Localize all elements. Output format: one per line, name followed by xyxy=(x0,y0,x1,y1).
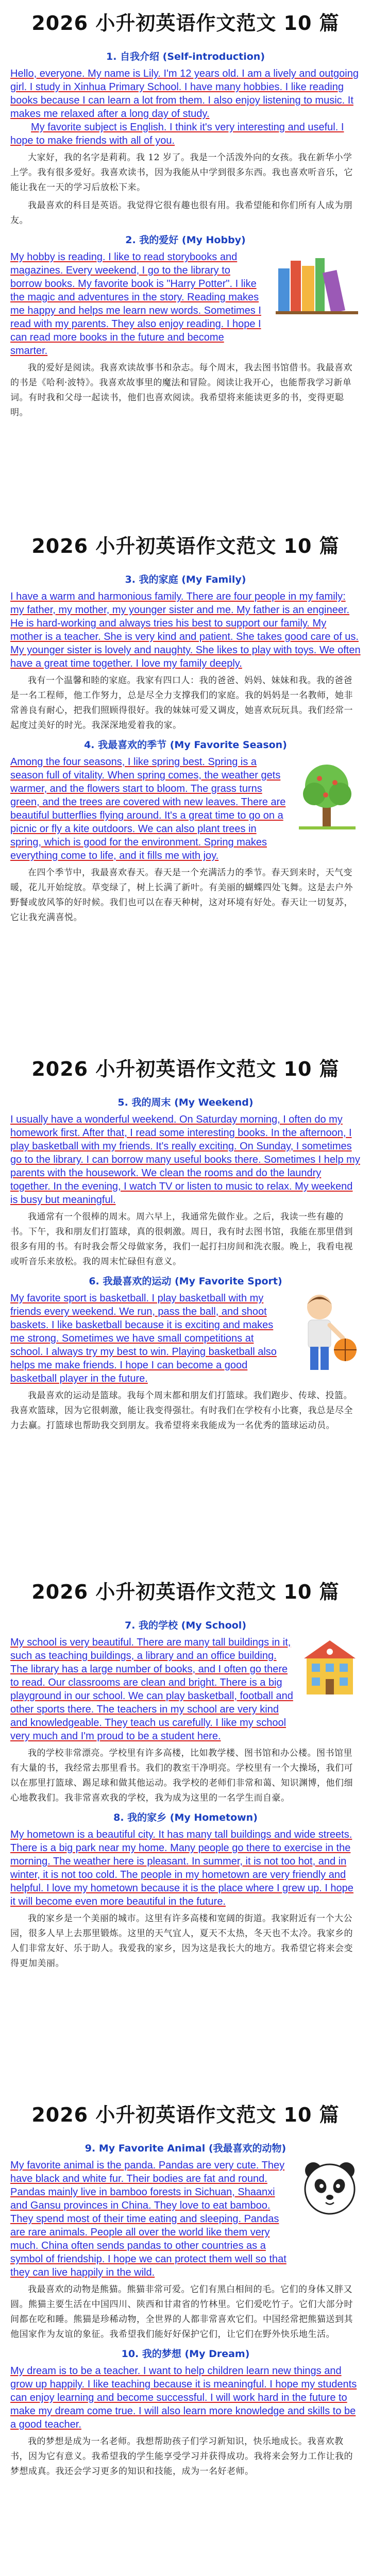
books-icon xyxy=(273,248,361,315)
essay-5 xyxy=(10,1095,361,1269)
essay-6 xyxy=(10,1274,361,1433)
essay-english-text: Among the four seasons, I like spring best. Spring is a season full of vitality. When spring comes, the weather gets warmer, and the flowers start to bloom. The grass turns green, and the trees are covered with new leaves. There are beautiful butterflies flying around. It's a great time to go on a picnic or fly a kite outdoors. We can also plant trees in spring, which is good for the environment. Spring makes everything come to life, and it fills me with joy. xyxy=(10,756,286,861)
page-section-4 xyxy=(10,1569,361,2089)
essay-chinese-text: 我的梦想是成为一名老师。我想帮助孩子们学习新知识，快乐地成长。我喜欢教书，因为它有意义。我希望我的学生能享受学习并获得成功。我将来会努力工作让我的梦想成真。我还会学习更多的知识和技能，成为一名好老师。 xyxy=(10,2436,353,2477)
essay-chinese-text: 我有一个温馨和睦的家庭。我家有四口人：我的爸爸、妈妈、妹妹和我。我的爸爸是一名工程师，他工作努力，总是尽全力支撑我们的家庭。我的妈妈是一名教师，她非常善良有耐心，把我们照顾得很好。我的妹妹可爱又调皮，她喜欢玩玩具。我们经常一起度过美好的时光。我深深地爱着我的家。 xyxy=(10,675,353,731)
essay-title: 4. 我最喜欢的季节 (My Favorite Season) xyxy=(84,739,287,751)
essay-7 xyxy=(10,1618,361,1806)
essay-title: 5. 我的周末 (My Weekend) xyxy=(117,1097,254,1108)
essay-chinese-text: 在四个季节中，我最喜欢春天。春天是一个充满活力的季节。春天到来时，天气变暖，花儿开始绽放。草变绿了，树上长满了新叶。有美丽的蝴蝶四处飞舞。这是去户外野餐或放风筝的好时候。我们也可以在春天种树，这对环境有好处。春天让一切复苏，它让我充满喜悦。 xyxy=(10,868,353,923)
basketball-boy-icon xyxy=(283,1289,361,1377)
essay-chinese-text: 我通常有一个很棒的周末。周六早上，我通常先做作业。之后，我读一些有趣的书。下午，我和朋友们打篮球，真的很刺激。周日，我有时去图书馆，我能在那里借到很多有用的书。有时我会帮父母做家务，我们一起打扫房间和洗衣服。晚上，我看电视或听音乐来放松。我的周末忙碌但有意义。 xyxy=(10,1212,353,1267)
essay-english-text: My favorite sport is basketball. I play basketball with my friends every weekend. We run, pass the ball, and shoot baskets. I like basketball because it is exciting and makes me strong. Sometimes we have small competitions at school. I always try my best to win. Playing basketball also helps me make friends. I hope I can become a good basketball player in the future. xyxy=(10,1293,277,1384)
document-title: 2026 小升初英语作文范文 10 篇 xyxy=(31,1581,340,1603)
essay-title: 10. 我的梦想 (My Dream) xyxy=(121,2348,250,2360)
essay-chinese-text: 我最喜欢的科目是英语。我觉得它很有趣也很有用。我希望能和你们所有人成为朋友。 xyxy=(10,200,352,226)
document-title: 2026 小升初英语作文范文 10 篇 xyxy=(31,2104,340,2126)
essay-title: 2. 我的爱好 (My Hobby) xyxy=(125,234,246,246)
essay-title: 3. 我的家庭 (My Family) xyxy=(125,574,246,585)
essay-3 xyxy=(10,572,361,733)
essay-chinese-text: 大家好，我的名字是莉莉。我 12 岁了。我是一个活泼外向的女孩。我在新华小学上学。我有很多爱好。我喜欢读书，因为我能从中学到很多东西。我也喜欢听音乐，它能让我在一天的学习后放松下来。 xyxy=(10,152,353,193)
essay-chinese-text: 我最喜欢的运动是篮球。我每个周末都和朋友们打篮球。我们跑步、传球、投篮。我喜欢篮球，因为它很刺激，能让我变得强壮。有时我们在学校有小比赛，我总是尽全力去赢。打篮球也帮助我交到朋友。我希望将来我能成为一名优秀的篮球运动员。 xyxy=(10,1391,353,1431)
essay-4 xyxy=(10,737,361,925)
essay-1 xyxy=(10,49,361,228)
school-building-icon xyxy=(299,1635,361,1697)
essay-english-text: My favorite subject is English. I think it's very interesting and useful. I hope to make friends with all of you. xyxy=(10,122,344,146)
essay-english-text: Hello, everyone. My name is Lily. I'm 12 years old. I am a lively and outgoing girl. I study in Xinhua Primary School. I have many hobbies. I like reading books because I can learn a lot from them. I also enjoy listening to music. It makes me relaxed after a long day of study. xyxy=(10,68,359,120)
essay-title: 8. 我的家乡 (My Hometown) xyxy=(113,1812,258,1823)
essay-title: 1. 自我介绍 (Self-introduction) xyxy=(106,51,265,62)
essay-title: 9. My Favorite Animal (我最喜欢的动物) xyxy=(85,2143,286,2154)
essay-english-text: I usually have a wonderful weekend. On Saturday morning, I often do my homework first. After that, I read some interesting books. In the afternoon, I play basketball with my friends. It's really exciting. On Sunday, I sometimes go to the library. I can borrow many useful books there. Sometimes I help my parents with the housework. We clean the rooms and do the laundry together. In the evening, I watch TV or listen to music to relax. My weekend is busy but meaningful. xyxy=(10,1114,360,1206)
document-title: 2026 小升初英语作文范文 10 篇 xyxy=(31,535,340,557)
essay-chinese-text: 我最喜欢的动物是熊猫。熊猫非常可爱。它们有黑白相间的毛。它们的身体又胖又圆。熊猫主要生活在中国四川、陕西和甘肃省的竹林里。它们爱吃竹子。它们大部分时间都在吃和睡。熊猫是珍稀动物，全世界的人都非常喜欢它们。中国经常把熊猫送到其他国家作为友谊的象征。我希望我们能好好保护它们，让它们在野外快乐地生活。 xyxy=(10,2284,353,2340)
tree-icon xyxy=(294,758,361,830)
essay-chinese-text: 我的爱好是阅读。我喜欢读故事书和杂志。每个周末，我去图书馆借书。我最喜欢的书是《哈利·波特》。我喜欢故事里的魔法和冒险。阅读让我开心，也能帮我学习新单词。有时我和父母一起读书，他们也喜欢阅读。我希望将来能读更多的书，变得更聪明。 xyxy=(10,363,352,418)
essay-english-text: My school is very beautiful. There are many tall buildings in it, such as teaching buildings, a library and an office building. The library has a large number of books, and I often go there to read. Our classrooms are clean and bright. There is a big playground in our school. We can play basketball, football and other sports there. The teachers in my school are very kind and knowledgeable. They teach us carefully. I like my school very much and I'm proud to be a student here. xyxy=(10,1637,293,1742)
page-section-5 xyxy=(10,2092,361,2576)
essay-2 xyxy=(10,232,361,420)
essay-8 xyxy=(10,1810,361,1971)
essay-english-text: My hometown is a beautiful city. It has many tall buildings and wide streets. There is a big park near my home. Many people go there to exercise in the morning. The weather here is pleasant. In summer, it is not too hot, and in winter, it is not too cold. The people in my hometown are very friendly and helpful. I love my hometown because it is the place where I grew up. I hope it will become even more beautiful in the future. xyxy=(10,1829,353,1907)
essay-10 xyxy=(10,2346,361,2479)
essay-english-text: My hobby is reading. I like to read storybooks and magazines. Every weekend, I go to the library to borrow books. My favorite book is "Harry Potter". I like the magic and adventures in the story. Reading makes me happy and helps me learn new words. Sometimes I read with my parents. They also enjoy reading. I hope I can read more books in the future and become smarter. xyxy=(10,251,261,357)
essay-english-text: My favorite animal is the panda. Pandas are very cute. They have black and white fur. Their bodies are fat and round. Pandas mainly live in bamboo forests in Sichuan, Shaanxi and Gansu provinces in China. They love to eat bamboo. They spend most of their time eating and sleeping. Pandas are rare animals. People all over the world like them very much. China often sends pandas to other countries as a symbol of friendship. I hope we can protect them well so that they can live happily in the wild. xyxy=(10,2160,286,2278)
essay-english-text: I have a warm and harmonious family. There are four people in my family: my father, my mother, my younger sister and me. My father is an engineer. He is hard-working and always tries his best to support our family. My mother is a teacher. She is very kind and patient. She takes good care of us. My younger sister is lovely and naughty. She likes to play with toys. We often have a great time together. I love my family deeply. xyxy=(10,591,361,669)
essay-chinese-text: 我的家乡是一个美丽的城市。这里有许多高楼和宽阔的街道。我家附近有一个大公园，很多人早上去那里锻炼。这里的天气宜人，夏天不太热，冬天也不太冷。我家乡的人们非常友好、乐于助人。我爱我的家乡，因为这是我长大的地方。我希望它将来会变得更加美丽。 xyxy=(10,1913,353,1969)
page-section-1 xyxy=(10,0,361,520)
page-section-3 xyxy=(10,1046,361,1566)
essay-chinese-text: 我的学校非常漂亮。学校里有许多高楼，比如教学楼、图书馆和办公楼。图书馆里有大量的书，我经常去那里看书。我们的教室干净明亮。学校里有一个大操场，我们可以在那里打篮球、踢足球和做其他运动。我学校的老师们非常和蔼、知识渊博，他们细心地教我们。我非常喜欢我的学校，我为成为这里的一名学生而自豪。 xyxy=(10,1748,353,1803)
page-section-2 xyxy=(10,523,361,1043)
essay-title: 7. 我的学校 (My School) xyxy=(124,1620,247,1631)
document-title: 2026 小升初英语作文范文 10 篇 xyxy=(31,1058,340,1080)
essay-9 xyxy=(10,2141,361,2342)
essay-english-text: My dream is to be a teacher. I want to help children learn new things and grow up happily. I like teaching because it is meaningful. I hope my students can enjoy learning and become successful. I will work hard in the future to make my dream come true. I will also learn more knowledge and skills to be a good teacher. xyxy=(10,2365,357,2430)
document-title: 2026 小升初英语作文范文 10 篇 xyxy=(31,12,340,35)
panda-icon xyxy=(299,2156,361,2218)
essay-title: 6. 我最喜欢的运动 (My Favorite Sport) xyxy=(89,1276,282,1287)
